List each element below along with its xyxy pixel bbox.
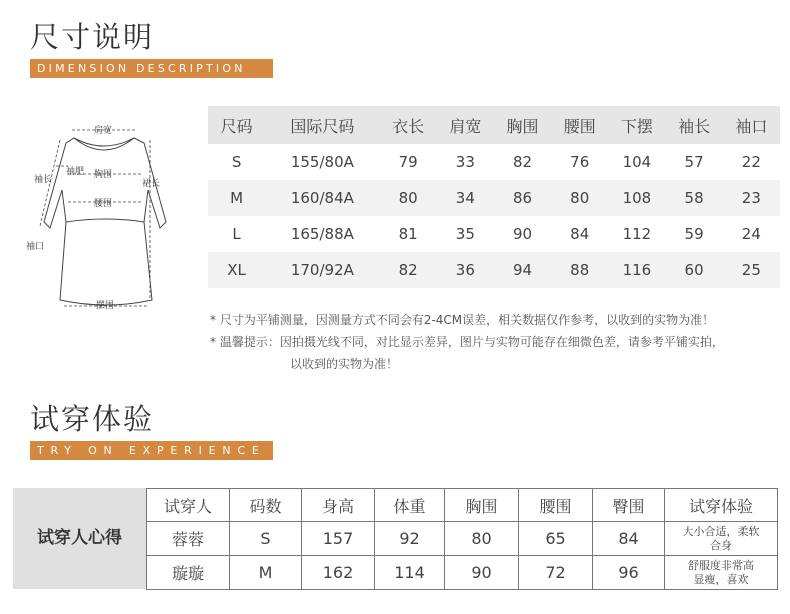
diagram-label-chest: 胸围 bbox=[94, 170, 113, 180]
note-line: * 尺寸为平铺测量，因测量方式不同会有2-4CM误差，相关数据仅作参考，以收到的实物为准！ bbox=[210, 313, 715, 327]
diagram-label-sleeve-length: 袖长 bbox=[34, 175, 53, 185]
table-cell: S bbox=[231, 153, 242, 171]
table-cell: 86 bbox=[494, 180, 551, 216]
header-cell: 袖口 bbox=[723, 106, 780, 144]
table-cell: 90 bbox=[445, 556, 519, 590]
table-row bbox=[208, 252, 780, 288]
try-on-header bbox=[147, 489, 778, 522]
table-cell: 璇璇 bbox=[147, 556, 230, 590]
table-row bbox=[147, 556, 778, 590]
experience-line: 大小合适，柔软 bbox=[682, 524, 760, 538]
table-cell: 84 bbox=[570, 225, 590, 243]
header-cell: 体重 bbox=[375, 489, 445, 522]
table-cell: 81 bbox=[398, 225, 418, 243]
table-cell: 23 bbox=[723, 180, 780, 216]
table-cell: 65 bbox=[519, 522, 593, 556]
table-cell: S bbox=[230, 522, 302, 556]
header-cell: 肩宽 bbox=[437, 106, 494, 144]
table-cell: 22 bbox=[741, 153, 761, 171]
note-line: 以收到的实物为准！ bbox=[290, 357, 399, 371]
size-notes bbox=[210, 309, 724, 375]
garment-diagram bbox=[20, 118, 190, 314]
table-cell: 33 bbox=[455, 153, 475, 171]
diagram-label-sleeve-fat: 袖肥 bbox=[66, 167, 85, 177]
table-cell: 92 bbox=[375, 522, 445, 556]
table-cell: 80 bbox=[445, 522, 519, 556]
table-cell: 80 bbox=[380, 180, 437, 216]
table-cell: 蓉蓉 bbox=[147, 522, 230, 556]
experience-line: 显瘦，喜欢 bbox=[693, 572, 749, 586]
diagram-label-dress-length: 裙长 bbox=[142, 179, 161, 189]
header-cell: 试穿人 bbox=[147, 489, 230, 522]
diagram-label-waist: 腰围 bbox=[94, 199, 113, 209]
try-on-panel bbox=[13, 488, 778, 589]
header-cell: 试穿体验 bbox=[665, 489, 778, 522]
table-cell: 82 bbox=[512, 153, 533, 171]
table-cell: L bbox=[232, 225, 241, 243]
table-cell: M bbox=[208, 180, 265, 216]
size-table bbox=[208, 106, 780, 288]
table-cell: 24 bbox=[741, 225, 761, 243]
diagram-label-hem: 摆围 bbox=[96, 301, 115, 311]
table-cell: 82 bbox=[380, 252, 437, 288]
diagram-label-shoulder: 肩宽 bbox=[94, 126, 113, 136]
table-cell: 114 bbox=[375, 556, 445, 590]
table-cell: 60 bbox=[666, 252, 723, 288]
section-subtitle-try-on: TRY ON EXPERIENCE bbox=[30, 441, 273, 460]
table-row bbox=[208, 216, 780, 252]
experience-line: 合身 bbox=[710, 538, 732, 552]
header-cell: 尺码 bbox=[208, 106, 265, 144]
table-cell: 84 bbox=[593, 522, 665, 556]
table-cell: 76 bbox=[570, 153, 590, 171]
table-cell: 25 bbox=[723, 252, 780, 288]
header-cell: 胸围 bbox=[445, 489, 519, 522]
size-table-header bbox=[208, 106, 780, 144]
header-cell: 腰围 bbox=[551, 106, 608, 144]
table-cell: XL bbox=[208, 252, 265, 288]
header-cell: 袖长 bbox=[666, 106, 723, 144]
table-cell: 36 bbox=[437, 252, 494, 288]
table-cell: 108 bbox=[608, 180, 665, 216]
table-cell: 155/80A bbox=[290, 153, 354, 171]
table-cell: M bbox=[230, 556, 302, 590]
table-cell: 88 bbox=[551, 252, 608, 288]
table-cell: 34 bbox=[437, 180, 494, 216]
section-subtitle-dimension: DIMENSION DESCRIPTION bbox=[30, 59, 273, 78]
table-cell: 112 bbox=[622, 225, 652, 243]
note-line: * 温馨提示：因拍摄光线不同，对比显示差异，图片与实物可能存在细微色差，请参考平铺实拍， bbox=[210, 335, 724, 349]
diagram-label-cuff: 袖口 bbox=[26, 242, 45, 252]
table-cell: 59 bbox=[684, 225, 704, 243]
table-cell: 170/92A bbox=[265, 252, 379, 288]
table-cell: 79 bbox=[398, 153, 418, 171]
experience-line: 舒服度非常高 bbox=[688, 558, 754, 572]
header-cell: 腰围 bbox=[519, 489, 593, 522]
try-on-label: 试穿人心得 bbox=[37, 528, 122, 548]
experience-cell bbox=[665, 522, 778, 556]
table-cell: 96 bbox=[593, 556, 665, 590]
table-row bbox=[147, 522, 778, 556]
table-cell: 80 bbox=[551, 180, 608, 216]
table-cell: 157 bbox=[302, 522, 375, 556]
table-cell: 160/84A bbox=[265, 180, 379, 216]
header-cell: 下摆 bbox=[608, 106, 665, 144]
table-row bbox=[208, 144, 780, 180]
section-title-dimension: 尺寸说明 bbox=[30, 20, 155, 54]
section-title-try-on: 试穿体验 bbox=[30, 402, 155, 436]
table-cell: 162 bbox=[302, 556, 375, 590]
table-cell: 116 bbox=[608, 252, 665, 288]
table-cell: 94 bbox=[494, 252, 551, 288]
table-cell: 57 bbox=[684, 153, 704, 171]
header-cell: 码数 bbox=[230, 489, 302, 522]
table-cell: 90 bbox=[512, 225, 533, 243]
try-on-table bbox=[146, 488, 778, 590]
table-cell: 58 bbox=[666, 180, 723, 216]
table-cell: 35 bbox=[455, 225, 475, 243]
table-cell: 72 bbox=[519, 556, 593, 590]
table-cell: 104 bbox=[622, 153, 652, 171]
header-cell: 国际尺码 bbox=[265, 106, 379, 144]
header-cell: 胸围 bbox=[494, 106, 551, 144]
header-cell: 身高 bbox=[302, 489, 375, 522]
table-row bbox=[208, 180, 780, 216]
table-cell: 165/88A bbox=[290, 225, 354, 243]
header-cell: 衣长 bbox=[380, 106, 437, 144]
experience-cell bbox=[665, 556, 778, 590]
header-cell: 臀围 bbox=[593, 489, 665, 522]
